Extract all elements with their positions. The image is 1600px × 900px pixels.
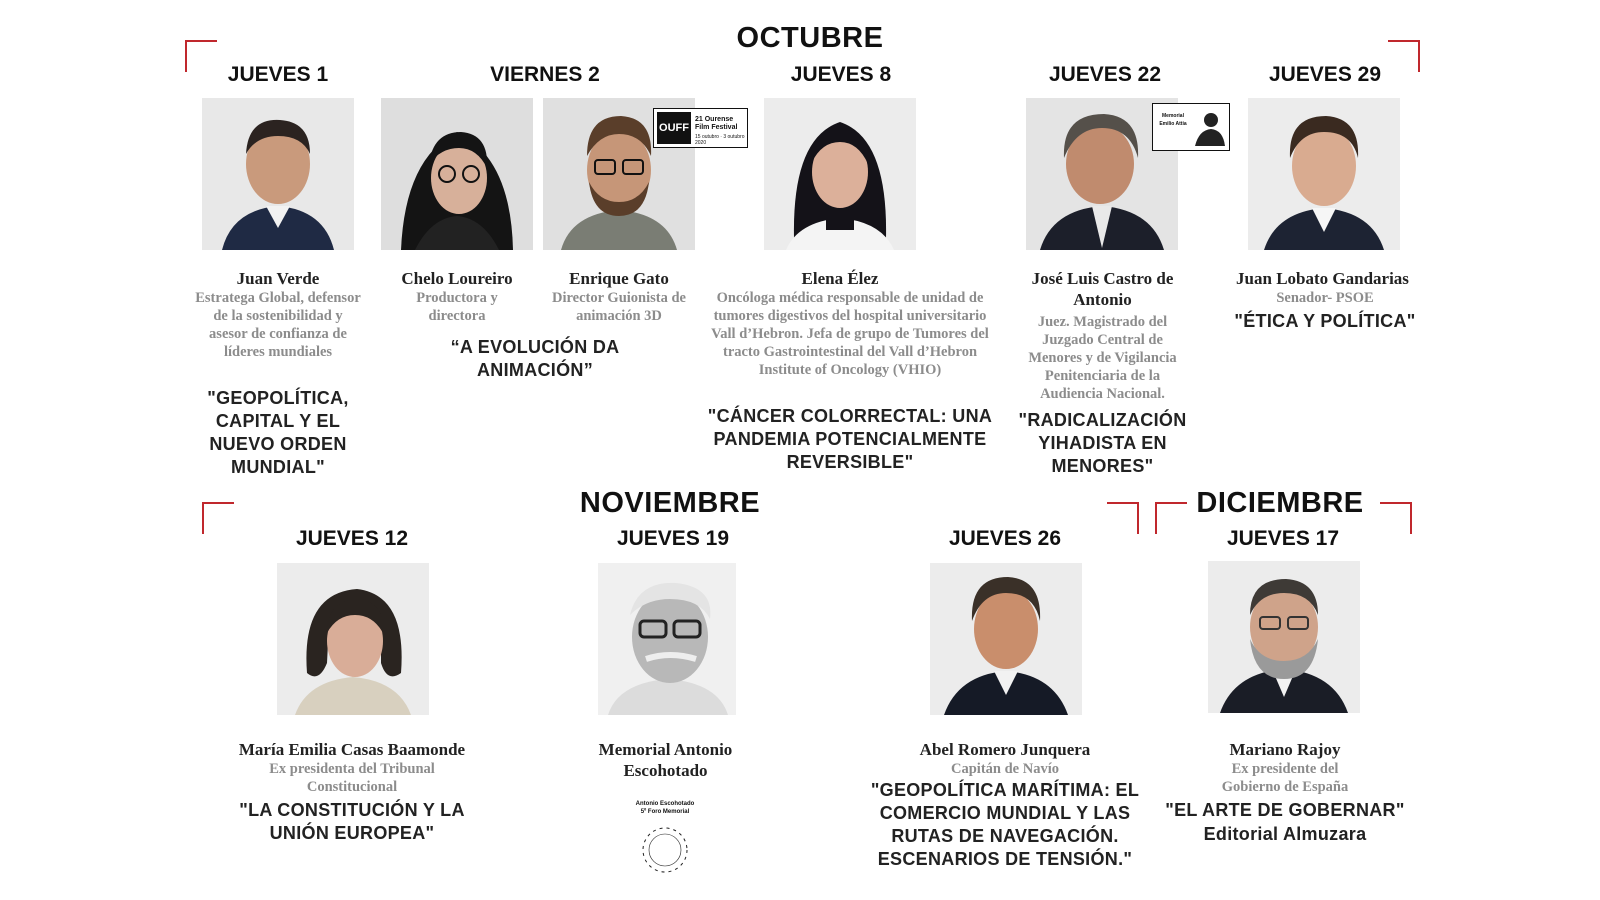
logo-line: Memorial xyxy=(1162,113,1184,119)
speaker-role: Capitán de Navío xyxy=(951,761,1059,777)
talk-title: "RADICALIZACIÓN YIHADISTA EN MENORES" xyxy=(1018,410,1187,476)
speaker-name: Enrique Gato xyxy=(569,269,669,288)
person-portrait-icon xyxy=(1208,561,1360,713)
red-corner-bracket xyxy=(1380,502,1412,534)
event-day: JUEVES 12 xyxy=(295,527,409,550)
event-day: JUEVES 29 xyxy=(1268,63,1382,86)
event-day: JUEVES 1 xyxy=(227,63,329,86)
talk-title: “A EVOLUCIÓN DA ANIMACIÓN” xyxy=(450,337,620,380)
person-portrait-icon xyxy=(1248,98,1400,250)
event-day: JUEVES 22 xyxy=(1048,63,1162,86)
month-heading-november: NOVIEMBRE xyxy=(579,487,761,519)
speaker-photo xyxy=(381,98,533,250)
speaker-role: Ex presidente del Gobierno de España xyxy=(1221,761,1349,795)
event-day: JUEVES 19 xyxy=(616,527,730,550)
logo-subtitle: 15 outubro · 3 outubro 2020 xyxy=(695,134,745,146)
speaker-name: Abel Romero Junquera xyxy=(919,740,1091,759)
speaker-role: Juez. Magistrado del Juzgado Central de Menores y de Vigilancia Penitenciaria de la Audiencia Nacional. xyxy=(1028,314,1177,402)
talk-title: "GEOPOLÍTICA MARÍTIMA: EL COMERCIO MUNDIAL Y LAS RUTAS DE NAVEGACIÓN. ESCENARIOS DE TENSIÓN." xyxy=(870,780,1140,869)
red-corner-bracket xyxy=(1155,502,1187,534)
speaker-photo xyxy=(1248,98,1400,250)
logo-line: Emilio Attia xyxy=(1159,121,1187,127)
talk-title: "ÉTICA Y POLÍTICA" xyxy=(1234,311,1416,331)
speaker-name: Mariano Rajoy xyxy=(1229,740,1341,759)
event-day: VIERNES 2 xyxy=(490,63,600,86)
publisher-name: Editorial Almuzara xyxy=(1203,824,1367,844)
red-corner-bracket xyxy=(1107,502,1139,534)
person-portrait-icon xyxy=(202,98,354,250)
speaker-name: Juan Lobato Gandarias xyxy=(1236,269,1409,288)
ouff-logo-mark: OUFF xyxy=(657,112,691,144)
speaker-role: Senador- PSOE xyxy=(1276,290,1374,306)
talk-title: "LA CONSTITUCIÓN Y LA UNIÓN EUROPEA" xyxy=(239,800,465,843)
event-day: JUEVES 17 xyxy=(1226,527,1340,550)
memorial-escohotado-logo xyxy=(625,800,705,884)
person-portrait-icon xyxy=(381,98,533,250)
speaker-name: José Luis Castro de Antonio xyxy=(1031,269,1174,309)
logo-line: 5º Foro Memorial xyxy=(640,809,690,815)
silhouette-icon xyxy=(1193,110,1225,146)
memorial-emilio-attia-logo xyxy=(1152,103,1230,151)
speaker-role: Productora y directora xyxy=(416,290,498,324)
speaker-photo xyxy=(202,98,354,250)
logo-line: Antonio Escohotado xyxy=(635,801,695,807)
month-heading-december: DICIEMBRE xyxy=(1196,487,1364,519)
speaker-photo xyxy=(930,563,1082,715)
person-portrait-icon xyxy=(598,563,736,715)
speaker-photo xyxy=(764,98,916,250)
talk-title: "GEOPOLÍTICA, CAPITAL Y EL NUEVO ORDEN MUNDIAL" xyxy=(207,388,349,477)
speaker-photo xyxy=(1208,561,1360,713)
person-portrait-icon xyxy=(930,563,1082,715)
logo-title: 21 Ourense Film Festival xyxy=(695,116,738,131)
ourense-film-festival-logo xyxy=(653,108,748,148)
speaker-name: Chelo Loureiro xyxy=(401,269,513,288)
ring-emblem-icon xyxy=(635,820,695,880)
speaker-role: Estratega Global, defensor de la sostenibilidad y asesor de confianza de líderes mundiales xyxy=(195,290,361,360)
talk-title: "EL ARTE DE GOBERNAR" xyxy=(1165,800,1405,820)
speaker-role: Ex presidenta del Tribunal Constitucional xyxy=(269,761,435,795)
speaker-name: Memorial Antonio Escohotado xyxy=(598,740,733,780)
speaker-name: Juan Verde xyxy=(236,269,320,288)
speaker-name: María Emilia Casas Baamonde xyxy=(238,740,466,759)
talk-title: "CÁNCER COLORRECTAL: UNA PANDEMIA POTENCIALMENTE REVERSIBLE" xyxy=(707,406,993,472)
person-portrait-icon xyxy=(277,563,429,715)
event-day: JUEVES 8 xyxy=(790,63,892,86)
month-heading-october: OCTUBRE xyxy=(736,22,884,54)
speaker-photo xyxy=(598,563,736,715)
speaker-role: Oncóloga médica responsable de unidad de tumores digestivos del hospital universitario Vall d’Hebron. Jefa de grupo de Tumores del tracto Gastrointestinal del Vall d’Hebron Institute of Oncology (VHIO) xyxy=(711,290,989,378)
speaker-name: Elena Élez xyxy=(801,269,879,288)
speaker-photo xyxy=(277,563,429,715)
speaker-role: Director Guionista de animación 3D xyxy=(552,290,686,324)
person-portrait-icon xyxy=(764,98,916,250)
event-day: JUEVES 26 xyxy=(948,527,1062,550)
red-corner-bracket xyxy=(202,502,234,534)
